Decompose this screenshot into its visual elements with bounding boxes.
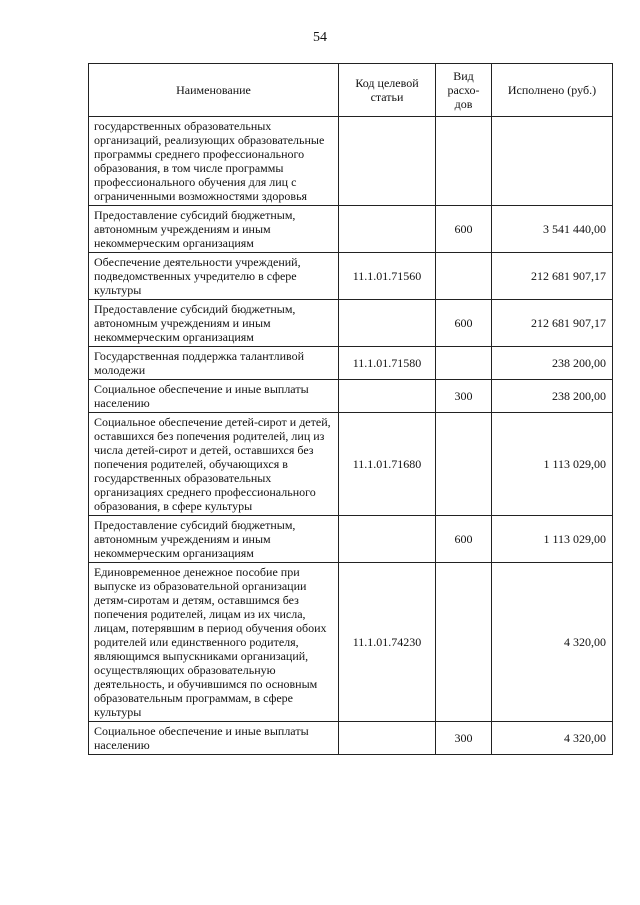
row-sum: 4 320,00: [492, 563, 613, 722]
row-type: 600: [436, 516, 492, 563]
table-row: [89, 413, 613, 516]
row-sum: [492, 117, 613, 206]
table-row: [89, 300, 613, 347]
row-sum: 3 541 440,00: [492, 206, 613, 253]
row-type: [436, 117, 492, 206]
table-row: [89, 380, 613, 413]
row-type: [436, 563, 492, 722]
row-type: 600: [436, 206, 492, 253]
header-type: Вид расхо-дов: [436, 64, 492, 117]
table-row: [89, 563, 613, 722]
row-sum: 238 200,00: [492, 380, 613, 413]
row-code: [339, 380, 436, 413]
row-name: Предоставление субсидий бюджетным, автономным учреждениям и иным некоммерческим организациям: [89, 206, 339, 253]
row-sum: 212 681 907,17: [492, 253, 613, 300]
table-row: [89, 117, 613, 206]
row-code: 11.1.01.71560: [339, 253, 436, 300]
row-type: 300: [436, 722, 492, 755]
row-code: [339, 117, 436, 206]
page-number: 54: [313, 30, 327, 45]
budget-table: [88, 63, 613, 755]
table-row: [89, 206, 613, 253]
table-header-row: [89, 64, 613, 117]
row-type: 600: [436, 300, 492, 347]
row-name: Социальное обеспечение детей-сирот и детей, оставшихся без попечения родителей, лиц из числа детей-сирот и детей, оставшихся без попечения родителей, обучающихся в государственных образовательных организациях среднего профессионального образования, в сфере культуры: [89, 413, 339, 516]
row-code: [339, 206, 436, 253]
row-type: 300: [436, 380, 492, 413]
row-code: 11.1.01.74230: [339, 563, 436, 722]
row-type: [436, 413, 492, 516]
table-row: [89, 347, 613, 380]
row-sum: 1 113 029,00: [492, 413, 613, 516]
row-name: Предоставление субсидий бюджетным, автономным учреждениям и иным некоммерческим организациям: [89, 300, 339, 347]
header-code: Код целевой статьи: [339, 64, 436, 117]
row-type: [436, 347, 492, 380]
row-sum: 238 200,00: [492, 347, 613, 380]
row-sum: 4 320,00: [492, 722, 613, 755]
row-sum: 212 681 907,17: [492, 300, 613, 347]
header-sum: Исполнено (руб.): [492, 64, 613, 117]
table-row: [89, 722, 613, 755]
table-row: [89, 253, 613, 300]
row-code: [339, 300, 436, 347]
row-name: Государственная поддержка талантливой молодежи: [89, 347, 339, 380]
row-name: государственных образовательных организаций, реализующих образовательные программы среднего профессионального образования, в том числе программы профессионального обучения для лиц с ограниченными возможностями здоровья: [89, 117, 339, 206]
row-name: Социальное обеспечение и иные выплаты населению: [89, 380, 339, 413]
row-name: Социальное обеспечение и иные выплаты населению: [89, 722, 339, 755]
row-name: Предоставление субсидий бюджетным, автономным учреждениям и иным некоммерческим организациям: [89, 516, 339, 563]
row-name: Единовременное денежное пособие при выпуске из образовательной организации детям-сиротам и детям, оставшимся без попечения родителей, лицам из их числа, лицам, потерявшим в период обучения обоих родителей или единственного родителя, являющимся выпускниками организаций, осуществляющих образовательную деятельность, и обучившимся по основным образовательным программам, в сфере культуры: [89, 563, 339, 722]
row-name: Обеспечение деятельности учреждений, подведомственных учредителю в сфере культуры: [89, 253, 339, 300]
row-sum: 1 113 029,00: [492, 516, 613, 563]
row-type: [436, 253, 492, 300]
header-name: Наименование: [89, 64, 339, 117]
row-code: [339, 722, 436, 755]
table-row: [89, 516, 613, 563]
row-code: 11.1.01.71580: [339, 347, 436, 380]
row-code: 11.1.01.71680: [339, 413, 436, 516]
row-code: [339, 516, 436, 563]
